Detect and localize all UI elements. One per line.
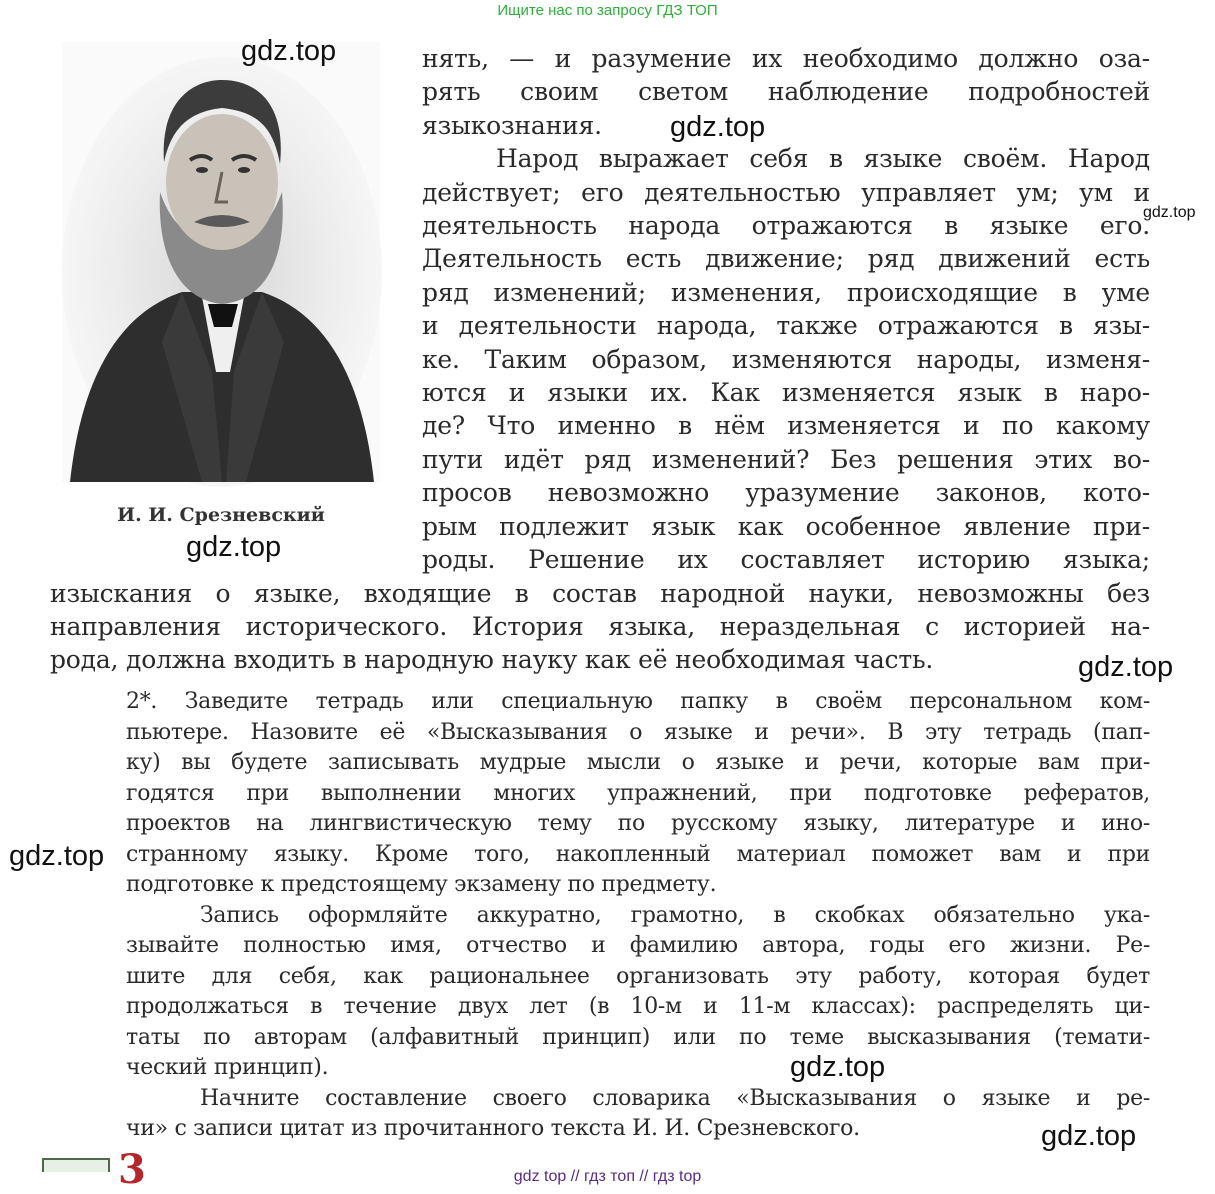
text-line: деятельность народа отражаются в языке его. — [422, 211, 1150, 241]
text-line: подготовке к предстоящему экзамену по предмету. — [126, 872, 717, 897]
text-line: таты по авторам (алфавитный принцип) или по теме высказывания (темати- — [126, 1024, 1150, 1050]
watermark: gdz.top — [1143, 204, 1196, 221]
text-line: изыскания о языке, входящие в состав народной науки, невозможны без — [50, 578, 1150, 608]
text-line: нять, — и разумение их необходимо должно оза- — [422, 44, 1150, 73]
text-line: пути идёт ряд изменений? Без решения этих во- — [422, 444, 1150, 474]
text-line: Начните составление своего словарика «Высказывания о языке и ре- — [200, 1085, 1150, 1111]
text-line: рым подлежит язык как особенное явление при- — [422, 511, 1150, 541]
text-line: ку) вы будете записывать мудрые мысли о языке и речи, которые вам при- — [126, 750, 1150, 775]
top-search-banner: Ищите нас по запросу ГДЗ ТОП — [497, 2, 718, 19]
text-line: ряд изменений; изменения, происходящие в уме — [422, 277, 1150, 307]
portrait-caption: И. И. Срезневский — [117, 504, 325, 526]
watermark: gdz.top — [1041, 1120, 1137, 1152]
text-line: годятся при выполнении многих упражнений, при подготовке рефератов, — [126, 780, 1150, 806]
text-line: направления исторического. История языка, нераздельная с историей на- — [50, 611, 1150, 641]
text-line: чи» с записи цитат из прочитанного текста И. И. Срезневского. — [126, 1116, 860, 1141]
quote-paragraph — [0, 42, 1150, 677]
task-paragraph — [0, 687, 1150, 1145]
text-line: 2*. Заведите тетрадь или специальную папку в своём персональном ком- — [126, 689, 1150, 714]
watermark: gdz.top — [670, 111, 766, 143]
footer-links[interactable]: gdz top // гдз топ // гдз top — [513, 1168, 702, 1185]
watermark: gdz.top — [1078, 651, 1174, 683]
text-line: Народ выражает себя в языке своём. Народ — [496, 144, 1150, 174]
text-line: де? Что именно в нём изменяется и по какому — [422, 411, 1150, 441]
watermark: gdz.top — [790, 1051, 886, 1083]
text-line: рять своим светом наблюдение подробностей — [422, 77, 1150, 107]
text-line: странному языку. Кроме того, накопленный материал поможет вам и при — [126, 841, 1150, 867]
text-line: рода, должна входить в народную науку как её необходимая часть. — [50, 645, 934, 675]
text-line: пьютере. Назовите её «Высказывания о языке и речи». В эту тетрадь (пап- — [126, 719, 1150, 745]
watermark: gdz.top — [241, 35, 337, 67]
watermark: gdz.top — [186, 531, 282, 563]
text-line: зывайте полностью имя, отчество и фамилию автора, годы его жизни. Ре- — [126, 933, 1150, 958]
text-line: действует; его деятельностью управляет ум; ум и — [422, 177, 1150, 207]
text-line: проектов на лингвистическую тему по русскому языку, литературе и ино- — [126, 811, 1150, 836]
text-line: ке. Таким образом, изменяются народы, изменя- — [422, 344, 1150, 374]
text-line: Запись оформляйте аккуратно, грамотно, в скобках обязательно ука- — [200, 902, 1150, 928]
text-line: и деятельности народа, также отражаются в язы- — [422, 311, 1150, 341]
watermark: gdz.top — [9, 840, 105, 872]
text-line: языкознания. — [422, 110, 602, 140]
text-line: шите для себя, как рациональнее организовать эту работу, которая будет — [126, 963, 1150, 989]
text-line: продолжаться в течение двух лет (в 10-м и 11-м классах): распределять ци- — [126, 994, 1150, 1019]
text-line: роды. Решение их составляет историю языка; — [422, 545, 1150, 575]
text-line: ются и языки их. Как изменяется язык в наро- — [422, 378, 1150, 408]
text-line: Деятельность есть движение; ряд движений есть — [422, 244, 1150, 274]
next-exercise-number-fragment: 3 — [118, 1146, 146, 1193]
text-line: ческий принцип). — [126, 1055, 329, 1080]
text-line: просов невозможно уразумение законов, кото- — [422, 478, 1150, 508]
